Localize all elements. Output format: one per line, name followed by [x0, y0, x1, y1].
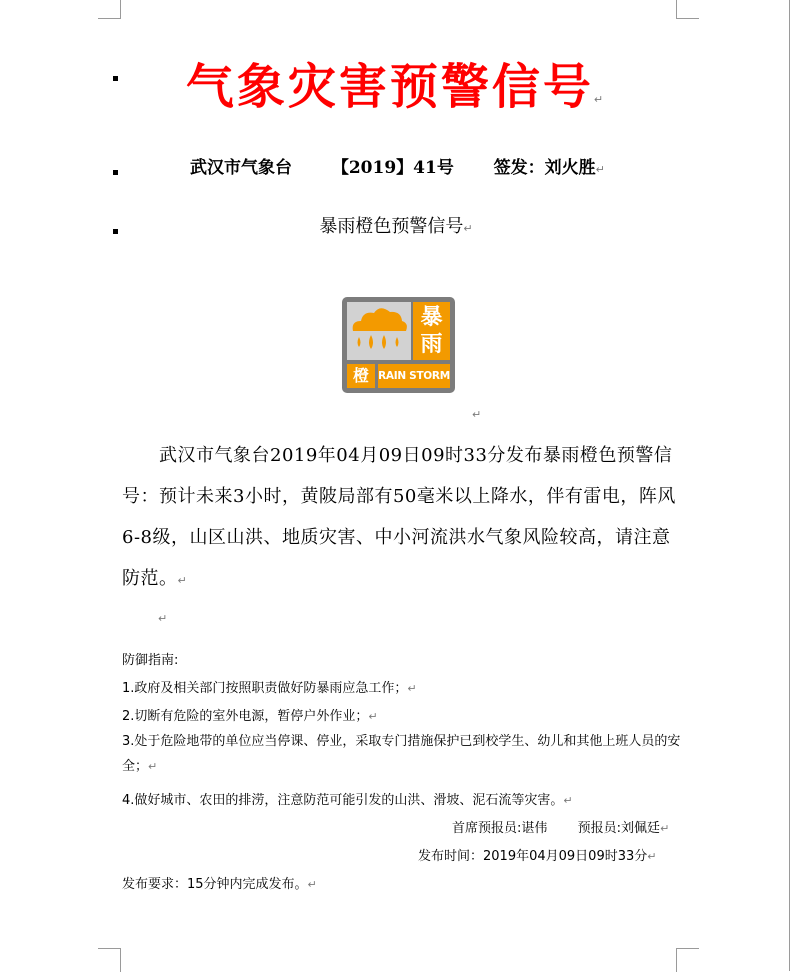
paragraph-mark: ↵ [158, 612, 168, 625]
guide-item-3[interactable]: 3.处于危险地带的单位应当停课、停业，采取专门措施保护已到校学生、幼儿和其他上班人员的安全；↵ [122, 734, 681, 774]
crop-mark-bottom-left [98, 948, 121, 972]
page-right-edge [789, 0, 790, 971]
crop-mark-bottom-right [676, 948, 699, 972]
chief-forecaster: 首席预报员:谌伟 [452, 821, 548, 836]
guide-item-1[interactable]: 1.政府及相关部门按照职责做好防暴雨应急工作；↵ [122, 681, 417, 696]
paragraph-mark: ↵ [472, 408, 482, 421]
forecasters-line[interactable]: 首席预报员:谌伟 预报员:刘佩廷↵ [452, 821, 670, 836]
orange-level-label: 橙 [347, 364, 375, 388]
warning-body[interactable]: 武汉市气象台2019年04月09日09时33分发布暴雨橙色预警信号：预计未来3小时，黄陂局部有50毫米以上降水，伴有雷电，阵风6-8级，山区山洪、地质灾害、中小河流洪水气象风险较高，请注意防范。↵ [122, 445, 676, 589]
guide-item-2[interactable]: 2.切断有危险的室外电源，暂停户外作业；↵ [122, 709, 378, 724]
list-bullet [113, 170, 118, 175]
crop-mark-top-left [98, 0, 121, 19]
forecaster: 预报员:刘佩廷 [577, 821, 661, 836]
document-title[interactable]: 气象灾害预警信号↵ [185, 59, 607, 115]
document-number: 【2019】41号 [331, 158, 454, 178]
cloud-rain-icon [347, 302, 411, 360]
agency-name: 武汉市气象台 [190, 158, 292, 178]
header-line[interactable]: 武汉市气象台 【2019】41号 签发：刘火胜↵ [190, 153, 605, 178]
rain-storm-label: RAIN STORM [378, 364, 450, 388]
defense-guide-heading[interactable]: 防御指南: [122, 653, 179, 668]
crop-mark-top-right [676, 0, 699, 19]
release-time[interactable]: 发布时间：2019年04月09日09时33分↵ [418, 849, 657, 864]
guide-item-4[interactable]: 4.做好城市、农田的排涝，注意防范可能引发的山洪、滑坡、泥石流等灾害。↵ [122, 793, 573, 808]
warning-subtitle[interactable]: 暴雨橙色预警信号↵ [319, 216, 473, 237]
signer: 签发：刘火胜 [493, 158, 596, 178]
rainstorm-orange-warning-icon [342, 297, 455, 393]
publish-requirement[interactable]: 发布要求：15分钟内完成发布。↵ [122, 877, 317, 892]
rainstorm-label: 暴雨 [413, 302, 450, 360]
